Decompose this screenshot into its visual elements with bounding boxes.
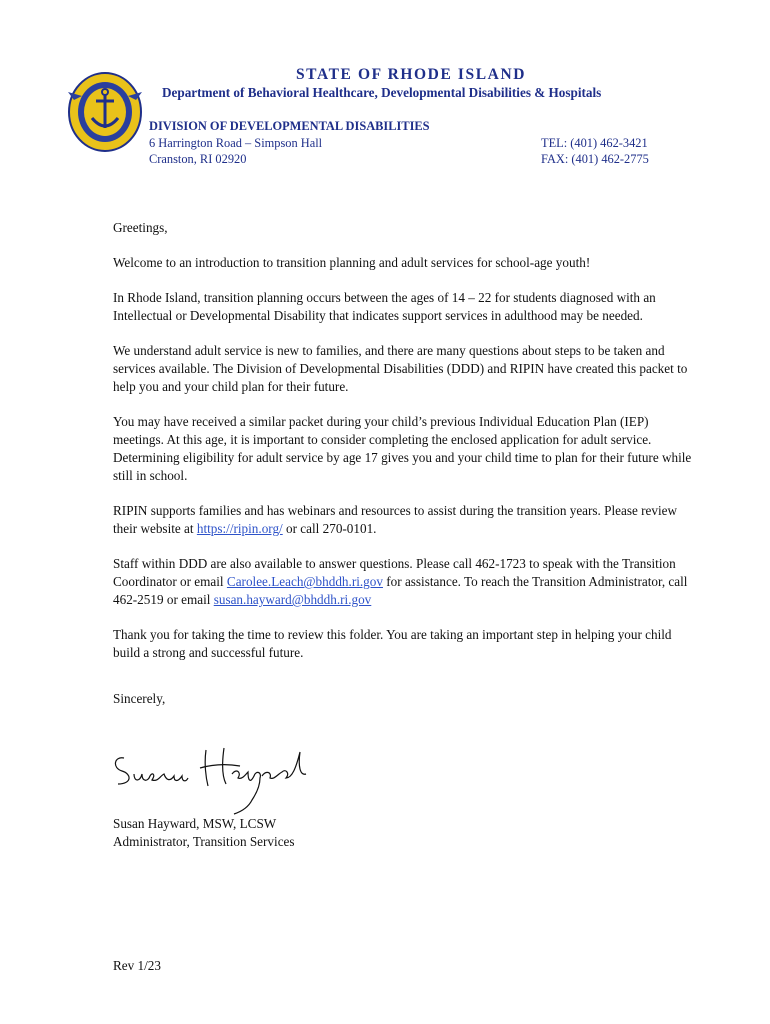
paragraph-transition-ages: In Rhode Island, transition planning occurs between the ages of 14 – 22 for students diagnosed with an Intellectual or Developmental Disability that indicates support services in adulthood may be needed. [113, 290, 656, 323]
telephone: TEL: (401) 462-3421 [541, 136, 648, 150]
coordinator-email-link[interactable]: Carolee.Leach@bhddh.ri.gov [226, 574, 383, 589]
paragraph-thank-you: Thank you for taking the time to review this folder. You are taking an important step in helping your child build a strong and successful future. [113, 627, 672, 660]
signer-title: Administrator, Transition Services [113, 834, 295, 849]
ddd-text-part2: for assistance. To reach the Transition Administrator, call 462-2519 or email [113, 574, 688, 607]
paragraph-ripin [113, 502, 693, 538]
signer-block [113, 815, 295, 851]
fax: FAX: (401) 462-2775 [541, 152, 649, 166]
closing: Sincerely, [113, 691, 166, 706]
paragraph-iep: You may have received a similar packet during your child’s previous Individual Education Plan (IEP) meetings. At this age, it is important to consider completing the enclosed application for adult service. Determining eligibility for adult service by age 17 gives you and your child time to plan for their future while still in school. [113, 414, 692, 483]
paragraph-ddd-staff [113, 555, 693, 609]
address-line-2: Cranston, RI 02920 [149, 152, 247, 166]
paragraph-adult-service: We understand adult service is new to families, and there are many questions about steps to be taken and services available. The Division of Developmental Disabilities (DDD) and RIPIN have created this packet to help you and your child plan for their future. [113, 343, 688, 394]
letter-body [113, 219, 693, 725]
ddd-text-part1: Staff within DDD are also available to answer questions. Please call 462-1723 to speak with the Transition Coordinator or email [113, 556, 676, 589]
department-name: Department of Behavioral Healthcare, Developmental Disabilities & Hospitals [162, 85, 602, 100]
ripin-website-link[interactable]: https://ripin.org/ [196, 521, 283, 536]
administrator-email-link[interactable]: susan.hayward@bhddh.ri.gov [213, 592, 372, 607]
state-title: STATE OF RHODE ISLAND [295, 66, 527, 83]
ripin-text-before: RIPIN supports families and has webinars and resources to assist during the transition years. Please review their website at [113, 503, 678, 536]
division-name: DIVISION OF DEVELOPMENTAL DISABILITIES [149, 119, 430, 133]
paragraph-welcome: Welcome to an introduction to transition planning and adult services for school-age youth! [113, 255, 591, 270]
handwritten-signature [110, 738, 310, 818]
ripin-text-after: or call 270-0101. [282, 521, 377, 536]
revision-note: Rev 1/23 [113, 958, 161, 973]
signer-name: Susan Hayward, MSW, LCSW [113, 816, 277, 831]
address-line-1: 6 Harrington Road – Simpson Hall [149, 136, 323, 150]
greeting: Greetings, [113, 220, 168, 235]
